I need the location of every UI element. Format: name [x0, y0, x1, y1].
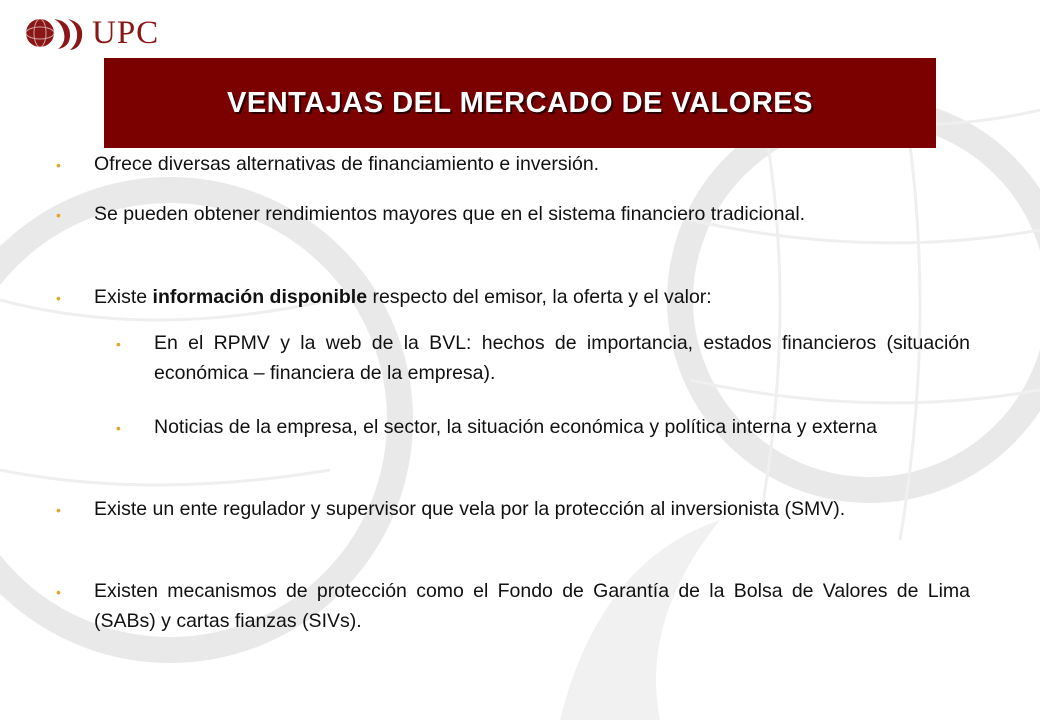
list-item: Existe un ente regulador y supervisor que vela por la protección al inversionista (SMV). [94, 498, 846, 520]
list-item: Ofrece diversas alternativas de financiamiento e inversión. [94, 153, 600, 175]
bullet-marker: • [56, 157, 61, 173]
bullet-marker: • [56, 207, 61, 223]
sub-bullet-marker: • [116, 336, 121, 352]
list-item [94, 282, 970, 312]
upc-logo [24, 12, 159, 54]
list-item-text: Existe [94, 286, 153, 308]
bullet-marker: • [56, 502, 61, 518]
list-item: Se pueden obtener rendimientos mayores que en el sistema financiero tradicional. [94, 203, 806, 225]
page-title: VENTAJAS DEL MERCADO DE VALORES [227, 86, 813, 119]
bullet-marker: • [56, 584, 61, 600]
logo-text: UPC [92, 14, 160, 51]
list-item-text: respecto del emisor, la oferta y el valor: [367, 286, 712, 308]
bullet-marker: • [56, 290, 61, 306]
title-banner [104, 58, 936, 148]
list-item-bold-text: información disponible [152, 286, 368, 308]
sub-list-item: En el RPMV y la web de la BVL: hechos de importancia, estados financieros (situación económica – financiera de la empresa). [154, 332, 970, 384]
sub-bullet-marker: • [116, 420, 121, 436]
upc-emblem-icon [24, 13, 86, 53]
list-item: Existen mecanismos de protección como el Fondo de Garantía de la Bolsa de Valores de Lima (SABs) y cartas fianzas (SIVs). [94, 580, 970, 632]
sub-list-item: Noticias de la empresa, el sector, la situación económica y política interna y externa [154, 416, 877, 438]
